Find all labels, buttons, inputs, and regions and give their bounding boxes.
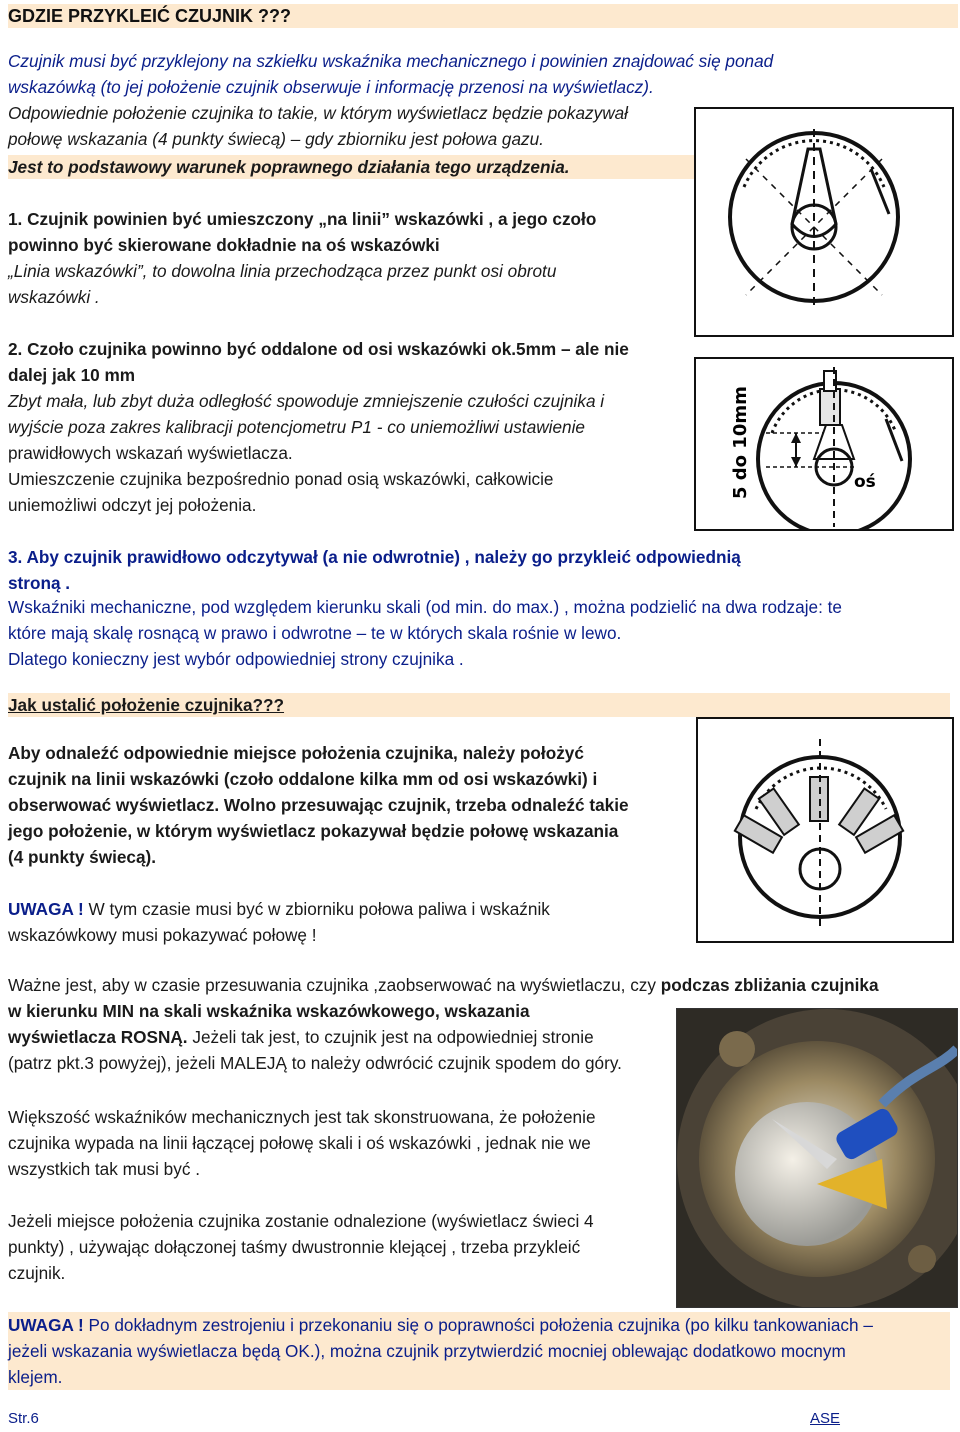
gauge-diagram-2 <box>696 359 952 529</box>
warning-2-line-2: jeżeli wskazania wyświetlacza będą OK.), można czujnik przytwierdzić mocniej oblewając dodatkowo mocnym <box>8 1341 846 1361</box>
section-2-heading <box>8 336 629 388</box>
found-line-1: Jeżeli miejsce położenia czujnika zostanie odnalezione (wyświetlacz świeci 4 <box>8 1211 594 1231</box>
warning-1 <box>8 896 550 948</box>
found-paragraph <box>8 1208 594 1286</box>
section-2-text-line-4: Umieszczenie czujnika bezpośrednio ponad osią wskazówki, całkowicie <box>8 469 554 489</box>
section-2-text-line-3: prawidłowych wskazań wyświetlacza. <box>8 443 293 463</box>
how-to-heading: Jak ustalić położenie czujnika??? <box>8 693 950 717</box>
intro-line-1: Czujnik musi być przyklejony na szkiełku wskaźnika mechanicznego i powinien znajdować się ponad <box>8 51 774 71</box>
important-line-3a: wyświetlacza ROSNĄ. <box>8 1027 188 1047</box>
page-title: GDZIE PRZYKLEIĆ CZUJNIK ??? <box>8 4 958 28</box>
intro-paragraph <box>8 48 773 100</box>
section-3-line-2: stroną . <box>8 573 71 593</box>
section-3-text-line-3: Dlatego konieczny jest wybór odpowiedniej strony czujnika . <box>8 649 464 669</box>
how-to-paragraph <box>8 740 629 870</box>
section-3-text <box>8 594 842 672</box>
section-1-line-1: 1. Czujnik powinien być umieszczony „na linii” wskazówki , a jego czoło <box>8 209 597 229</box>
how-to-line-5: (4 punkty świecą). <box>8 847 157 867</box>
section-2-line-2: dalej jak 10 mm <box>8 365 136 385</box>
section-1-heading <box>8 206 596 258</box>
most-line-1: Większość wskaźników mechanicznych jest tak skonstruowana, że położenie <box>8 1107 596 1127</box>
figure-sensor-sweep <box>696 717 954 943</box>
section-2-line-1: 2. Czoło czujnika powinno być oddalone od osi wskazówki ok.5mm – ale nie <box>8 339 629 359</box>
intro-line-2: wskazówką (to jej położenie czujnik obserwuje i informację przenosi na wyświetlacz). <box>8 77 654 97</box>
warning-1-line-2: wskazówkowy musi pokazywać połowę ! <box>8 925 317 945</box>
important-line-4: (patrz pkt.3 powyżej), jeżeli MALEJĄ to należy odwrócić czujnik spodem do góry. <box>8 1053 622 1073</box>
section-2-text-line-5: uniemożliwi odczyt jej położenia. <box>8 495 257 515</box>
section-3-text-line-1: Wskaźniki mechaniczne, pod względem kierunku skali (od min. do max.) , można podzielić na dwa rodzaje: te <box>8 597 842 617</box>
gauge-diagram-3 <box>698 719 952 941</box>
section-1-def-line-1: „Linia wskazówki”, to dowolna linia przechodząca przez punkt osi obrotu <box>8 261 557 281</box>
warning-2 <box>8 1312 873 1390</box>
photo-illustration <box>677 1009 957 1307</box>
warning-1-label: UWAGA ! <box>8 899 84 919</box>
found-line-3: czujnik. <box>8 1263 66 1283</box>
how-to-line-2: czujnik na linii wskazówki (czoło oddalone kilka mm od osi wskazówki) i <box>8 769 598 789</box>
important-line-1a: Ważne jest, aby w czasie przesuwania czujnika ,zaobserwować na wyświetlaczu, czy <box>8 975 661 995</box>
section-1-line-2: powinno być skierowane dokładnie na oś wskazówki <box>8 235 440 255</box>
axis-label: oś <box>854 472 876 492</box>
figure-sensor-distance <box>694 357 954 531</box>
section-2-text <box>8 388 604 518</box>
distance-label: 5 do 10mm <box>730 386 751 499</box>
section-2-text-line-2: wyjście poza zakres kalibracji potencjometru P1 - co uniemożliwi ustawienie <box>8 417 585 437</box>
warning-1-line-1: W tym czasie musi być w zbiorniku połowa paliwa i wskaźnik <box>83 899 550 919</box>
most-gauges-paragraph <box>8 1104 596 1182</box>
footer-page-number: Str.6 <box>8 1410 39 1427</box>
section-3-text-line-2: które mają skalę rosnącą w prawo i odwrotne – te w których skala rośnie w lewo. <box>8 623 622 643</box>
intro2-line-2: połowę wskazania (4 punkty świecą) – gdy zbiorniku jest połowa gazu. <box>8 129 544 149</box>
footer-brand: ASE <box>810 1410 841 1427</box>
warning-2-label: UWAGA ! <box>8 1315 84 1335</box>
important-line-3b: Jeżeli tak jest, to czujnik jest na odpowiedniej stronie <box>187 1027 594 1047</box>
gauge-photo <box>676 1008 958 1308</box>
most-line-2: czujnika wypada na linii łączącej połowę skali i oś wskazówki , jednak nie we <box>8 1133 591 1153</box>
how-to-line-1: Aby odnaleźć odpowiednie miejsce położenia czujnika, należy położyć <box>8 743 584 763</box>
key-condition: Jest to podstawowy warunek poprawnego działania tego urządzenia. <box>8 155 694 179</box>
found-line-2: punkty) , używając dołączonej taśmy dwustronnie klejącej , trzeba przykleić <box>8 1237 581 1257</box>
figure-sensor-on-line <box>694 107 954 337</box>
most-line-3: wszystkich tak musi być . <box>8 1159 200 1179</box>
warning-2-line-3: klejem. <box>8 1367 63 1387</box>
intro2-paragraph <box>8 100 628 152</box>
how-to-line-3: obserwować wyświetlacz. Wolno przesuwając czujnik, trzeba odnaleźć takie <box>8 795 629 815</box>
warning-2-line-1: Po dokładnym zestrojeniu i przekonaniu się o poprawności położenia czujnika (po kilku tankowaniach – <box>83 1315 873 1335</box>
important-line-1b: podczas zbliżania czujnika <box>660 975 879 995</box>
section-3-line-1: 3. Aby czujnik prawidłowo odczytywał (a nie odwrotnie) , należy go przykleić odpowiednią <box>8 547 741 567</box>
section-1-def-line-2: wskazówki . <box>8 287 100 307</box>
section-3-heading <box>8 544 741 596</box>
intro2-line-1: Odpowiednie położenie czujnika to takie, w którym wyświetlacz będzie pokazywał <box>8 103 629 123</box>
important-line-2: w kierunku MIN na skali wskaźnika wskazówkowego, wskazania <box>8 1001 530 1021</box>
gauge-diagram-1 <box>696 109 952 335</box>
how-to-line-4: jego położenie, w którym wyświetlacz pokazywał będzie połowę wskazania <box>8 821 619 841</box>
section-2-text-line-1: Zbyt mała, lub zbyt duża odległość spowoduje zmniejszenie czułości czujnika i <box>8 391 605 411</box>
section-1-definition <box>8 258 556 310</box>
